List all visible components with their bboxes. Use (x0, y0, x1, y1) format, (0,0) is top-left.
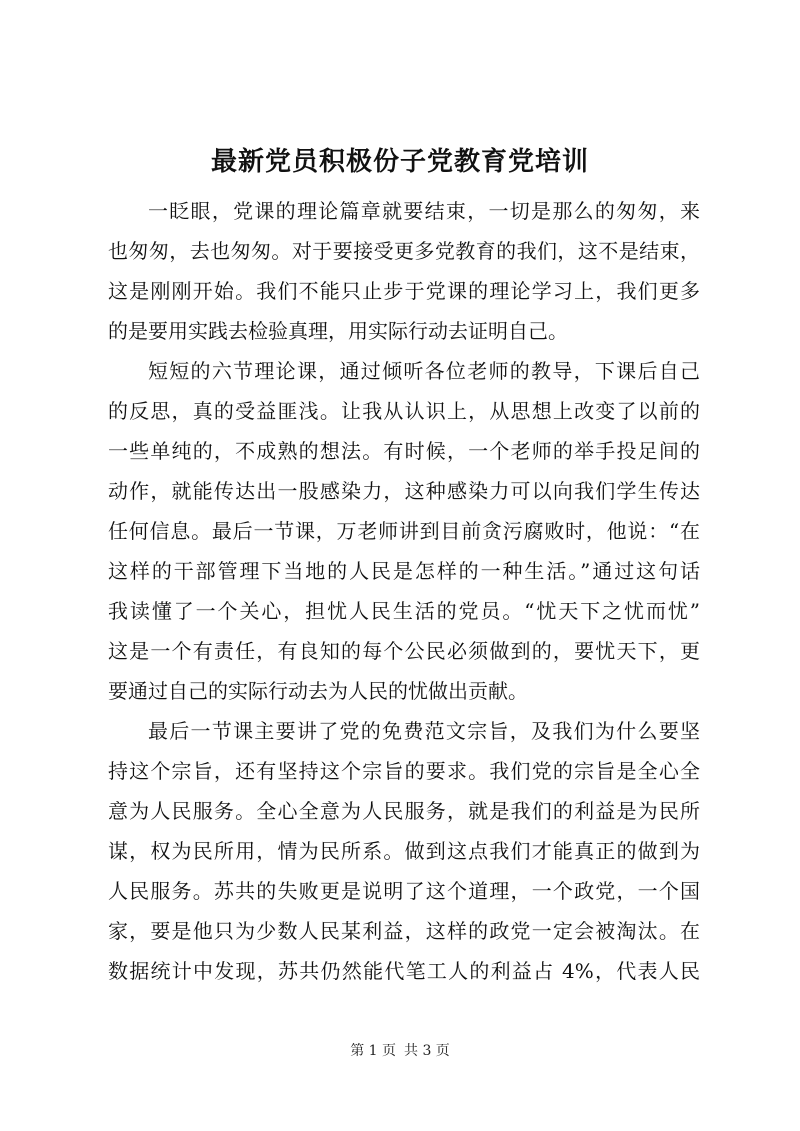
page-number: 第 1 页 (350, 1043, 396, 1059)
text-line: 持这个宗旨，还有坚持这个宗旨的要求。我们党的宗旨是全心全 (108, 759, 700, 783)
text-line: 这是刚刚开始。我们不能只止步于党课的理论学习上，我们更多 (108, 279, 700, 303)
text-line: 最后一节课主要讲了党的免费范文宗旨，及我们为什么要坚 (148, 719, 700, 743)
text-line: 人民服务。苏共的失败更是说明了这个道理，一个政党，一个国 (108, 879, 700, 903)
document-title: 最新党员积极份子党教育党培训 (210, 147, 589, 177)
text-line: 的是要用实践去检验真理，用实际行动去证明自己。 (108, 319, 568, 343)
text-line: 要通过自己的实际行动去为人民的忧做出贡献。 (108, 679, 528, 703)
text-line: 的反思，真的受益匪浅。让我从认识上，从思想上改变了以前的 (108, 399, 700, 423)
text-line: 动作，就能传达出一股感染力，这种感染力可以向我们学生传达 (108, 479, 700, 503)
text-line: 家，要是他只为少数人民某利益，这样的政党一定会被淘汰。在 (108, 919, 700, 943)
text-line: 意为人民服务。全心全意为人民服务，就是我们的利益是为民所 (108, 799, 700, 823)
text-line: 短短的六节理论课，通过倾听各位老师的教导，下课后自己 (148, 359, 700, 383)
page-total: 共 3 页 (404, 1043, 450, 1059)
text-line: 这样的干部管理下当地的人民是怎样的一种生活。”通过这句话 (108, 559, 700, 583)
text-line: 任何信息。最后一节课，万老师讲到目前贪污腐败时，他说：“在 (108, 519, 700, 543)
text-line: 一眨眼，党课的理论篇章就要结束，一切是那么的匆匆，来 (148, 199, 700, 223)
text-line: 这是一个有责任，有良知的每个公民必须做到的，要忧天下，更 (108, 639, 700, 663)
page-footer (0, 1041, 800, 1061)
text-line: 数据统计中发现，苏共仍然能代笔工人的利益占 4%，代表人民 (108, 959, 700, 983)
text-line: 一些单纯的，不成熟的想法。有时候，一个老师的举手投足间的 (108, 439, 700, 463)
document-body (108, 191, 700, 991)
paragraph-1 (108, 191, 700, 351)
paragraph-2 (108, 351, 700, 711)
text-line: 也匆匆，去也匆匆。对于要接受更多党教育的我们，这不是结束， (108, 239, 700, 263)
paragraph-3 (108, 711, 700, 991)
text-line: 谋，权为民所用，情为民所系。做到这点我们才能真正的做到为 (108, 839, 700, 863)
text-line: 我读懂了一个关心，担忧人民生活的党员。“忧天下之忧而忧” (108, 599, 700, 623)
